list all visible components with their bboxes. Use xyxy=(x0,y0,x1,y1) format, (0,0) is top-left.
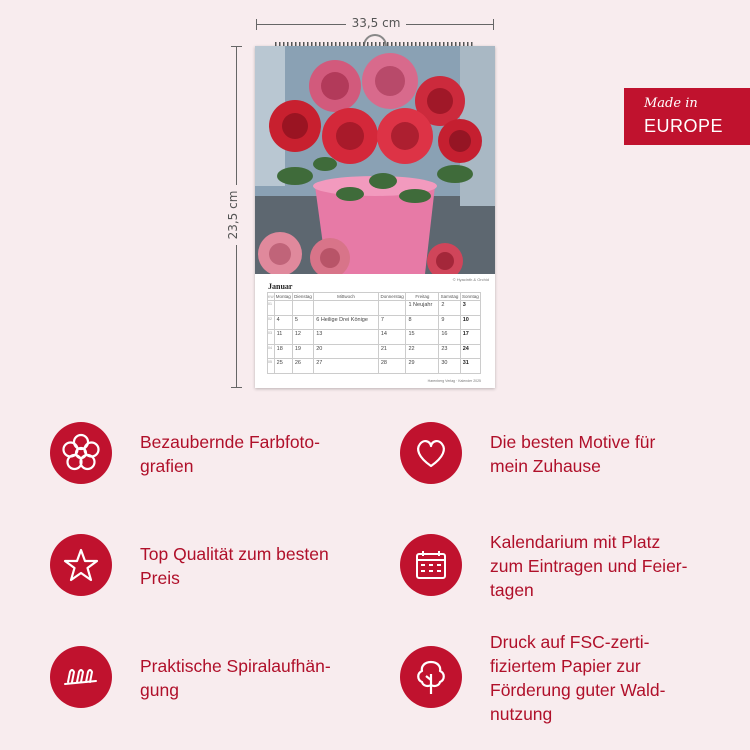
calendar-day-cell: 19 xyxy=(292,344,313,359)
feature-text: Praktische Spiralaufhän- gung xyxy=(140,656,331,700)
calendar-day-cell: 29 xyxy=(406,359,439,374)
calendar-day-cell: 17 xyxy=(460,330,480,345)
calendar-week-row xyxy=(268,301,481,316)
calendar-day-cell: 30 xyxy=(439,359,460,374)
wall-calendar xyxy=(255,46,495,388)
badge-line1: Made in xyxy=(644,96,698,111)
calendar-day-cell: 25 xyxy=(274,359,292,374)
calendar-day-cell: 16 xyxy=(439,330,460,345)
feature-text: Druck auf FSC-zerti- fiziertem Papier zur Förderung guter Wald- nutzung xyxy=(490,632,666,724)
feature-text: Top Qualität zum besten Preis xyxy=(140,544,329,588)
calendar-week-row xyxy=(268,359,481,374)
heart-icon xyxy=(400,422,462,484)
photo-credit: © Hyacinth & Orchid xyxy=(452,277,489,282)
calendar-day-cell xyxy=(378,301,406,316)
width-dimension-label: 33,5 cm xyxy=(346,16,406,30)
tree-icon xyxy=(400,646,462,708)
calendar-day-cell xyxy=(292,301,313,316)
calendar-week-row xyxy=(268,315,481,330)
calendar-grid xyxy=(267,292,481,374)
calendar-day-cell: 12 xyxy=(292,330,313,345)
calendar-day-cell: 7 xyxy=(378,315,406,330)
calendar-day-cell: 4 xyxy=(274,315,292,330)
calendar-day-cell: 10 xyxy=(460,315,480,330)
weekday-header: Montag xyxy=(275,294,291,299)
calendar-day-cell: 28 xyxy=(378,359,406,374)
feature-text: Die besten Motive für mein Zuhause xyxy=(490,432,656,476)
calendar-week-row xyxy=(268,330,481,345)
calendar-day-cell: 11 xyxy=(274,330,292,345)
calendar-week-row xyxy=(268,344,481,359)
calendar-footer: Harenberg Verlag · Kalender 2025 xyxy=(427,379,481,383)
made-in-europe-badge xyxy=(624,88,750,145)
calendar-icon xyxy=(400,534,462,596)
week-number: 02 xyxy=(268,315,275,330)
calendar-day-cell xyxy=(314,301,379,316)
calendar-day-cell: 15 xyxy=(406,330,439,345)
feature-text: Bezaubernde Farbfoto- grafien xyxy=(140,432,320,476)
calendar-month-title: Januar xyxy=(268,282,293,291)
calendar-day-cell: 6 Heilige Drei Könige xyxy=(314,315,379,330)
calendar-day-cell: 8 xyxy=(406,315,439,330)
weekday-header: Mittwoch xyxy=(314,293,379,301)
star-icon xyxy=(50,534,112,596)
calendar-day-cell: 3 xyxy=(460,301,480,316)
weekday-header: Sonntag xyxy=(461,294,479,299)
weekday-header-row xyxy=(268,293,481,301)
spiral-icon xyxy=(50,646,112,708)
flower-icon xyxy=(50,422,112,484)
weekday-header: Donnerstag xyxy=(378,293,406,301)
week-number: 03 xyxy=(268,330,275,345)
weekday-header: Samstag xyxy=(440,294,459,299)
calendar-day-cell xyxy=(274,301,292,316)
weekday-header: Dienstag xyxy=(294,294,312,299)
calendar-day-cell: 21 xyxy=(378,344,406,359)
rose-bouquet-illustration xyxy=(255,46,495,274)
calendar-day-cell: 5 xyxy=(292,315,313,330)
week-number: 01 xyxy=(268,301,275,316)
week-number: 05 xyxy=(268,359,275,374)
weekday-header: Freitag xyxy=(406,293,439,301)
calendar-day-cell: 23 xyxy=(439,344,460,359)
calendar-day-cell: 13 xyxy=(314,330,379,345)
week-number-header: KW xyxy=(268,294,274,299)
calendar-day-cell: 2 xyxy=(439,301,460,316)
calendar-day-cell: 31 xyxy=(460,359,480,374)
calendar-day-cell: 18 xyxy=(274,344,292,359)
calendar-day-cell: 24 xyxy=(460,344,480,359)
calendar-day-cell: 14 xyxy=(378,330,406,345)
calendar-day-cell: 26 xyxy=(292,359,313,374)
calendar-day-cell: 1 Neujahr xyxy=(406,301,439,316)
badge-line2: EUROPE xyxy=(644,116,724,136)
calendar-day-cell: 9 xyxy=(439,315,460,330)
week-number: 04 xyxy=(268,344,275,359)
calendar-day-cell: 27 xyxy=(314,359,379,374)
height-dimension-label: 23,5 cm xyxy=(226,185,240,245)
calendar-day-cell: 22 xyxy=(406,344,439,359)
rose-photo xyxy=(255,46,495,274)
feature-text: Kalendarium mit Platz zum Eintragen und Feier- tagen xyxy=(490,532,688,600)
calendar-day-cell: 20 xyxy=(314,344,379,359)
